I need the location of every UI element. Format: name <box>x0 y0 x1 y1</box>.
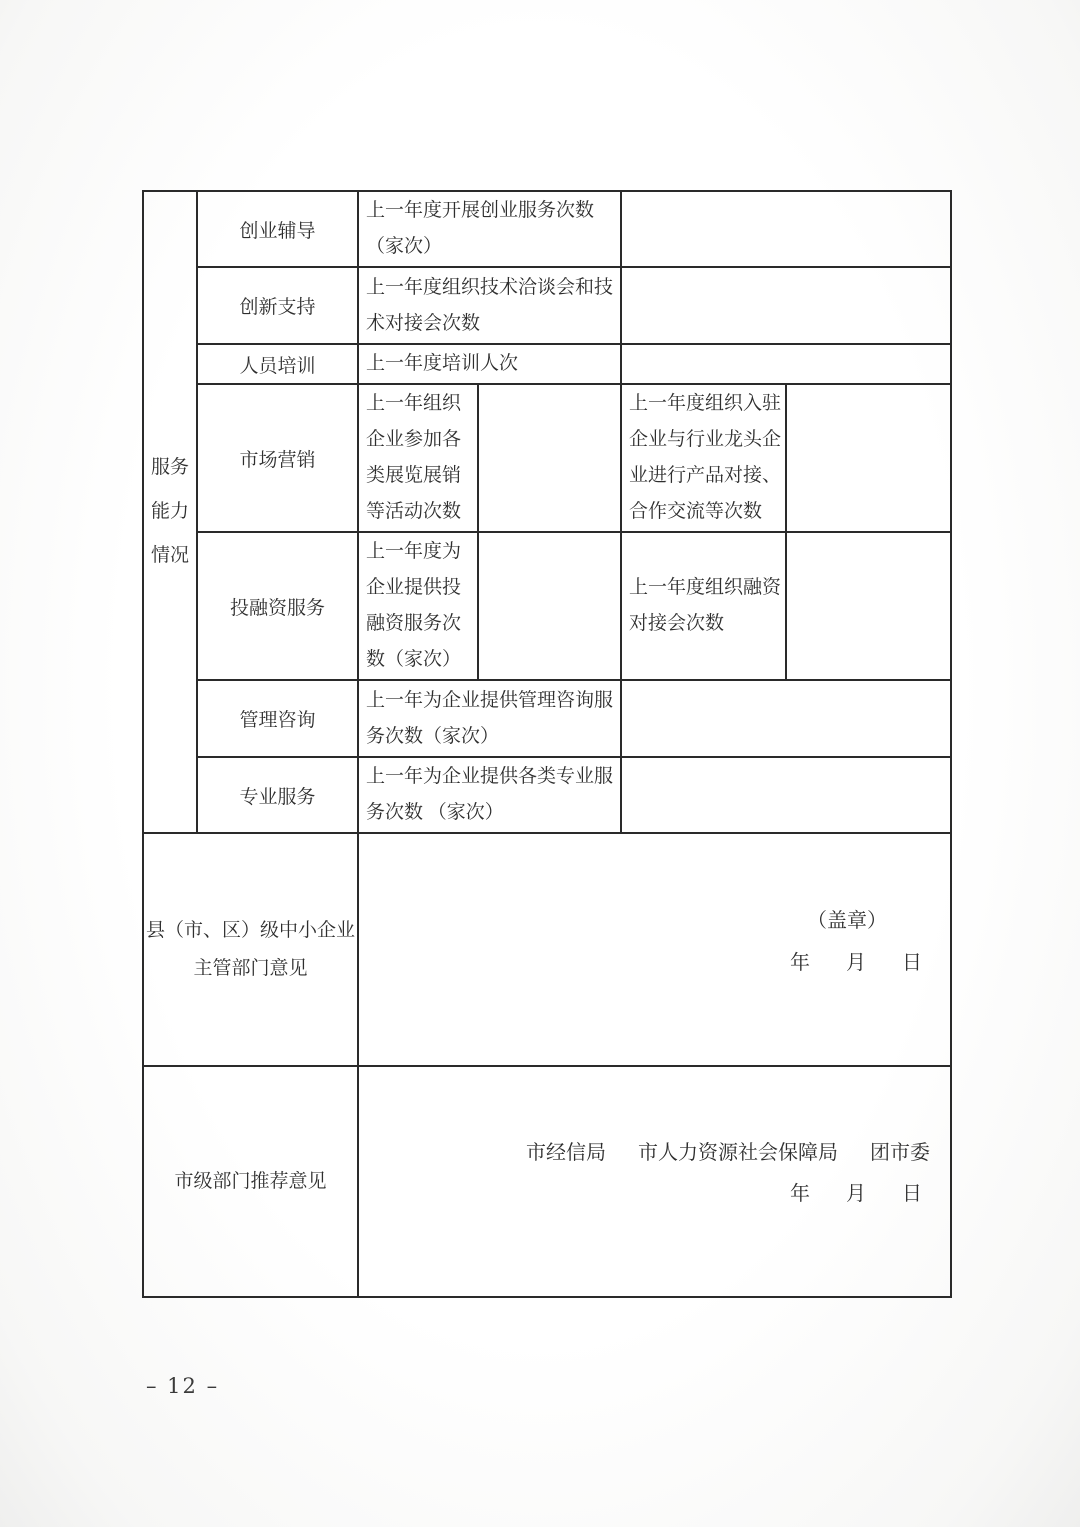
county-opinion-area <box>358 833 951 1066</box>
agency-human-resources-bureau: 市人力资源社会保障局 <box>638 1141 839 1164</box>
city-opinion-label-line: 市级部门推荐意见 <box>174 1170 327 1192</box>
county-opinion-label-line2: 主管部门意见 <box>193 957 308 979</box>
value-management-consulting <box>621 680 951 757</box>
date-day-label: 日 <box>902 951 923 974</box>
desc-financing-docking: 上一年度组织融资对接会次数 <box>621 532 786 680</box>
agency-economy-info-bureau: 市经信局 <box>526 1141 607 1164</box>
table-row <box>143 532 951 680</box>
table-row <box>143 757 951 833</box>
table-row <box>143 191 951 267</box>
category-professional-services: 专业服务 <box>197 757 358 833</box>
date-month-label: 月 <box>846 1182 867 1205</box>
table-row <box>143 833 951 1066</box>
county-opinion-label <box>143 833 358 1066</box>
table-row <box>143 680 951 757</box>
table-row <box>143 344 951 384</box>
desc-financing-services: 上一年度为企业提供投融资服务次数（家次） <box>358 532 478 680</box>
value-marketing-exhibitions <box>478 384 621 532</box>
city-date-line <box>359 1173 950 1215</box>
value-personnel-training <box>621 344 951 384</box>
category-innovation-support: 创新支持 <box>197 267 358 344</box>
desc-management-consulting: 上一年为企业提供管理咨询服务次数（家次） <box>358 680 621 757</box>
category-startup-coaching: 创业辅导 <box>197 191 358 267</box>
category-investment-financing: 投融资服务 <box>197 532 358 680</box>
category-management-consulting: 管理咨询 <box>197 680 358 757</box>
desc-personnel-training: 上一年度培训人次 <box>358 344 621 384</box>
date-year-label: 年 <box>790 1182 811 1205</box>
date-year-label: 年 <box>790 951 811 974</box>
table-row <box>143 267 951 344</box>
value-professional-services <box>621 757 951 833</box>
value-marketing-docking <box>786 384 951 532</box>
city-agency-line <box>359 1133 950 1173</box>
value-startup-coaching <box>621 191 951 267</box>
value-financing-docking <box>786 532 951 680</box>
section-header-service-capability: 服务能力情况 <box>143 191 197 833</box>
date-month-label: 月 <box>846 951 867 974</box>
desc-marketing-docking: 上一年度组织入驻企业与行业龙头企业进行产品对接、合作交流等次数 <box>621 384 786 532</box>
value-financing-services <box>478 532 621 680</box>
agency-youth-league-committee: 团市委 <box>870 1141 931 1164</box>
stamp-label: （盖章） <box>807 909 888 932</box>
county-date-line <box>359 942 950 984</box>
desc-innovation-support: 上一年度组织技术洽谈会和技术对接会次数 <box>358 267 621 344</box>
city-opinion-area <box>358 1066 951 1297</box>
desc-marketing-exhibitions: 上一年组织企业参加各类展览展销等活动次数 <box>358 384 478 532</box>
page-number: – 12 – <box>146 1374 220 1398</box>
value-innovation-support <box>621 267 951 344</box>
desc-professional-services: 上一年为企业提供各类专业服务次数 （家次） <box>358 757 621 833</box>
table-row <box>143 1066 951 1297</box>
county-opinion-label-line1: 县（市、区）级中小企业 <box>145 919 355 941</box>
category-marketing: 市场营销 <box>197 384 358 532</box>
category-personnel-training: 人员培训 <box>197 344 358 384</box>
desc-startup-coaching: 上一年度开展创业服务次数（家次） <box>358 191 621 267</box>
city-opinion-label <box>143 1066 358 1297</box>
service-capability-table <box>142 190 952 1298</box>
date-day-label: 日 <box>902 1182 923 1205</box>
city-sign-area <box>359 1133 950 1231</box>
table-row <box>143 384 951 532</box>
county-sign-area <box>359 900 950 1000</box>
